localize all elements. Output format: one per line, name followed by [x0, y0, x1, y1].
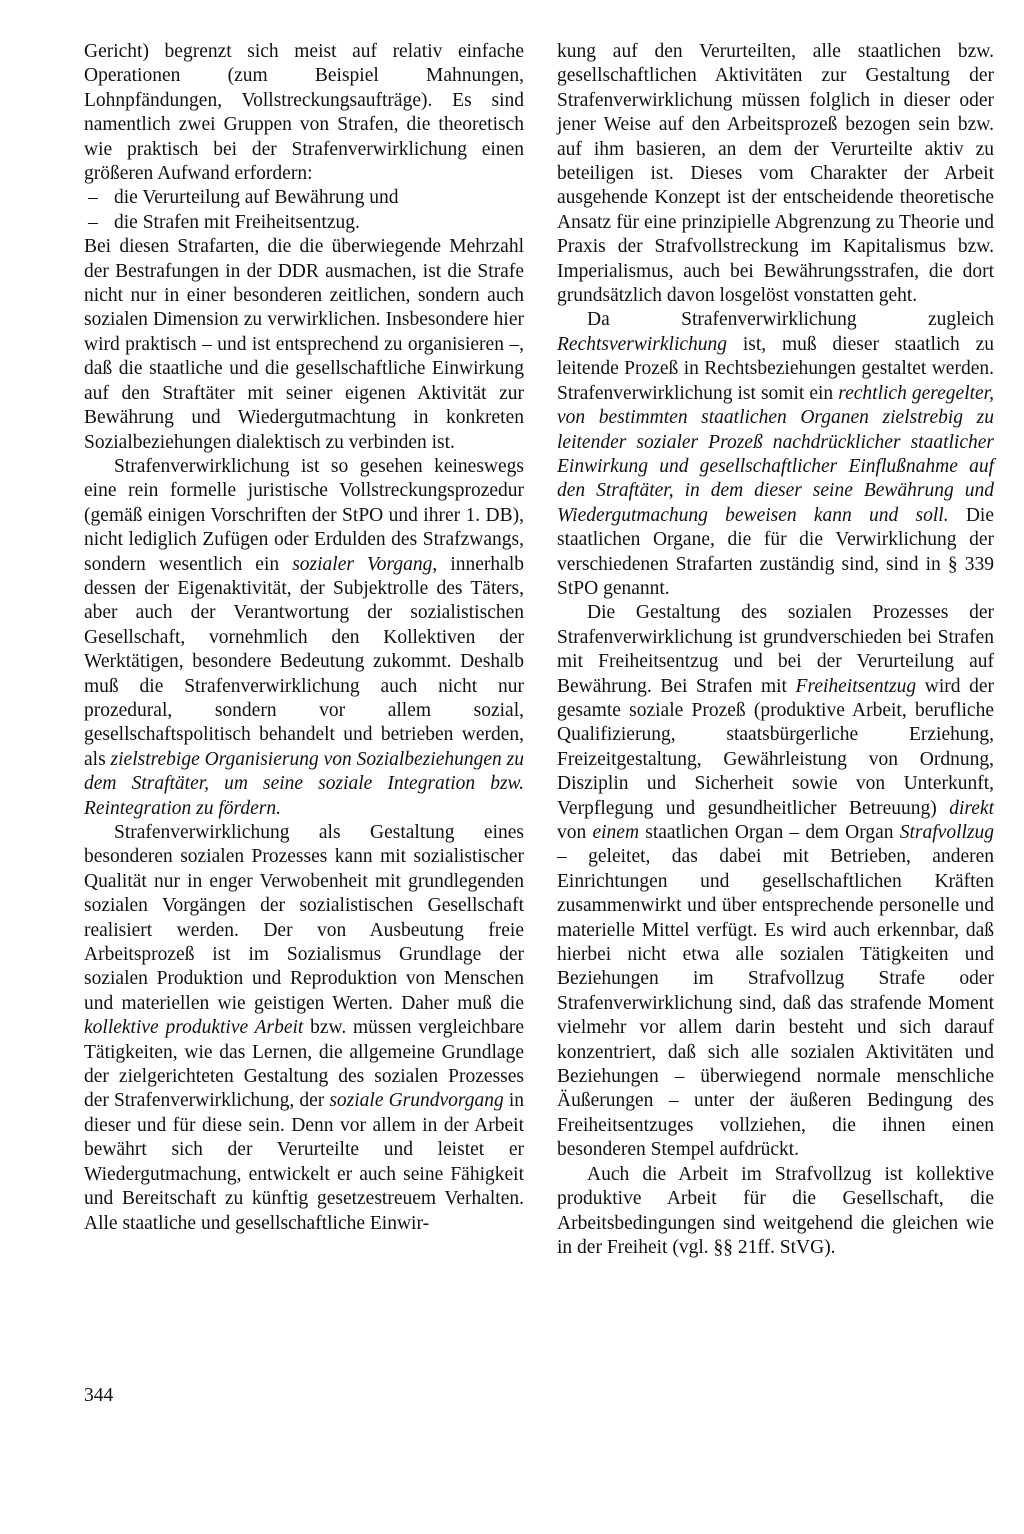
- emphasis: Freiheitsentzug: [795, 675, 917, 697]
- paragraph: Strafenverwirklichung als Gestaltung eines besonderen sozialen Prozesses kann mit sozialistischer Qualität nur in enger Verwobenheit mit grundlegenden sozialen Vorgängen der sozialistischen Gesellschaft realisiert werden. Der von Ausbeutung freie Arbeitsprozeß ist im Sozialismus Grundlage der sozialen Produktion und Reproduktion von Menschen und materiellen wie geistigen Werten. Daher muß die kollektive produktive Arbeit bzw. müssen vergleichbare Tätigkeiten, wie das Lernen, die allgemeine Grundlage der zielgerichteten Gestaltung des sozialen Prozesses der Strafenverwirklichung, der soziale Grundvorgang in dieser und für diese sein. Denn vor allem in der Arbeit bewährt sich der Verurteilte und leistet er Wiedergutmachung, entwickelt er auch seine Fähigkeit und Bereitschaft zu künftig gesetzestreuem Verhalten. Alle staatliche und gesellschaftliche Einwir-: [84, 822, 525, 1234]
- paragraph: Auch die Arbeit im Strafvollzug ist kollektive produktive Arbeit für die Gesellschaft, die Arbeitsbedingungen sind weitgehend die gleichen wie in der Freiheit (vgl. §§ 21ff. StVG).: [557, 1163, 994, 1258]
- emphasis: rechtlich geregelter, von bestimmten staatlichen Organen zielstrebig zu leitender sozialer Prozeß nachdrücklicher staatlicher Einwirkung und gesellschaftlicher Einflußnahme auf den Straftäter, in dem dieser seine Bewährung und Wiedergutmachung beweisen kann und soll.: [557, 382, 994, 526]
- emphasis: soziale Grundvorgang: [329, 1090, 504, 1112]
- list-item: – die Strafen mit Freiheitsentzug.: [84, 211, 524, 235]
- paragraph: kung auf den Verurteilten, alle staatlichen bzw. gesellschaftlichen Aktivitäten zur Gestaltung der Strafenverwirklichung müssen folglich in dieser oder jener Weise auf den Arbeitsprozeß bezogen sein bzw. auf ihm basieren, an dem der Verurteilte aktiv zu beteiligen ist. Dieses vom Charakter der Arbeit ausgehende Konzept ist der entscheidende theoretische Ansatz für eine prinzipielle Abgrenzung zu Theorie und Praxis der Strafvollstreckung im Kapitalismus bzw. Imperialismus, auch bei Bewährungsstrafen, die dort grundsätzlich davon losgelöst vonstatten geht.: [557, 41, 994, 307]
- paragraph: Die Gestaltung des sozialen Prozesses der Strafenverwirklichung ist grundverschieden bei Strafen mit Freiheitsentzug und bei der Verurteilung auf Bewährung. Bei Strafen mit Freiheitsentzug wird der gesamte soziale Prozeß (produktive Arbeit, berufliche Qualifizierung, staatsbürgerliche Erziehung, Freizeitgestaltung, Gewährleistung von Ordnung, Disziplin und Sicherheit sowie von Unterkunft, Verpflegung und gesundheitlicher Betreuung) direkt von einem staatlichen Organ – dem Organ Strafvollzug – geleitet, das dabei mit Betrieben, anderen Einrichtungen und gesellschaftlichen Kräften zusammenwirkt und über entsprechende personelle und materielle Mittel verfügt. Es wird auch erkennbar, daß hierbei nicht etwa alle sozialen Tätigkeiten und Beziehungen im Strafvollzug Strafe oder Strafenverwirklichung sind, daß das strafende Moment vielmehr vor allem darin besteht und sich darauf konzentriert, daß sich alle sozialen Aktivitäten und Beziehungen – überwiegend normale menschliche Äußerungen – unter der äußeren Bedingung des Freiheitsentzuges vollziehen, die ihnen einen besonderen Stempel aufdrückt.: [557, 602, 995, 1161]
- paragraph: Strafenverwirklichung ist so gesehen keineswegs eine rein formelle juristische Vollstreckungsprozedur (gemäß einigen Vorschriften der StPO und ihrer 1. DB), nicht lediglich Zufügen oder Erdulden des Strafzwangs, sondern wesentlich ein sozialer Vorgang, innerhalb dessen der Eigenaktivität, der Subjektrolle des Täters, aber auch der Verantwortung der sozialistischen Gesellschaft, vornehmlich den Kollektiven der Werktätigen, besondere Bedeutung zukommt. Deshalb muß die Strafenverwirklichung auch nicht nur prozedural, sondern vor allem sozial, gesellschaftspolitisch behandelt und betrieben werden, als zielstrebige Organisierung von Sozialbeziehungen zu dem Straftäter, um seine soziale Integration bzw. Reintegration zu fördern.: [84, 455, 525, 819]
- emphasis: kollektive produktive Arbeit: [84, 1017, 304, 1039]
- emphasis: sozialer Vorgang: [292, 553, 433, 575]
- emphasis: Strafvollzug: [899, 822, 995, 843]
- emphasis: einem: [592, 822, 640, 843]
- left-column: [84, 40, 524, 1236]
- page-number: 344: [84, 1385, 114, 1406]
- paragraph: Da Strafenverwirklichung zugleich Rechtsverwirklichung ist, muß dieser staatlich zu leitende Prozeß in Rechtsbeziehungen gestaltet werden. Strafenverwirklichung ist somit ein rechtlich geregelter, von bestimmten staatlichen Organen zielstrebig zu leitender sozialer Prozeß nachdrücklicher staatlicher Einwirkung und gesellschaftlicher Einflußnahme auf den Straftäter, in dem dieser seine Bewährung und Wiedergutmachung beweisen kann und soll. Die staatlichen Organe, die für die Verwirklichung der verschiedenen Strafarten zuständig sind, sind in § 339 StPO genannt.: [557, 309, 994, 599]
- paragraph: Gericht) begrenzt sich meist auf relativ einfache Operationen (zum Beispiel Mahnungen, Lohnpfändungen, Vollstreckungsaufträge). Es sind namentlich zwei Gruppen von Strafen, die theoretisch wie praktisch bei der Strafenverwirklichung einen größeren Aufwand erfordern:: [84, 41, 524, 185]
- paragraph: Bei diesen Strafarten, die die überwiegende Mehrzahl der Bestrafungen in der DDR ausmachen, ist die Strafe nicht nur in einer besonderen zeitlichen, sondern auch sozialen Dimension zu verwirklichen. Insbesondere hier wird praktisch – und ist entsprechend zu organisieren –, daß die staatliche und die gesellschaftliche Einwirkung auf den Straftäter mit seiner eigenen Aktivität zur Bewährung und Wiedergutmachtung in konkreten Sozialbeziehungen dialektisch zu verbinden ist.: [84, 236, 524, 453]
- emphasis: zielstrebige Organisierung von Sozialbeziehungen zu dem Straftäter, um seine soziale Integration bzw. Reintegration zu fördern.: [84, 748, 524, 819]
- emphasis: direkt: [949, 797, 994, 819]
- emphasis: Rechtsverwirklichung: [557, 333, 728, 355]
- list-item: – die Verurteilung auf Bewährung und: [84, 186, 524, 210]
- right-column: [557, 40, 994, 1260]
- bullet-list: [84, 186, 524, 235]
